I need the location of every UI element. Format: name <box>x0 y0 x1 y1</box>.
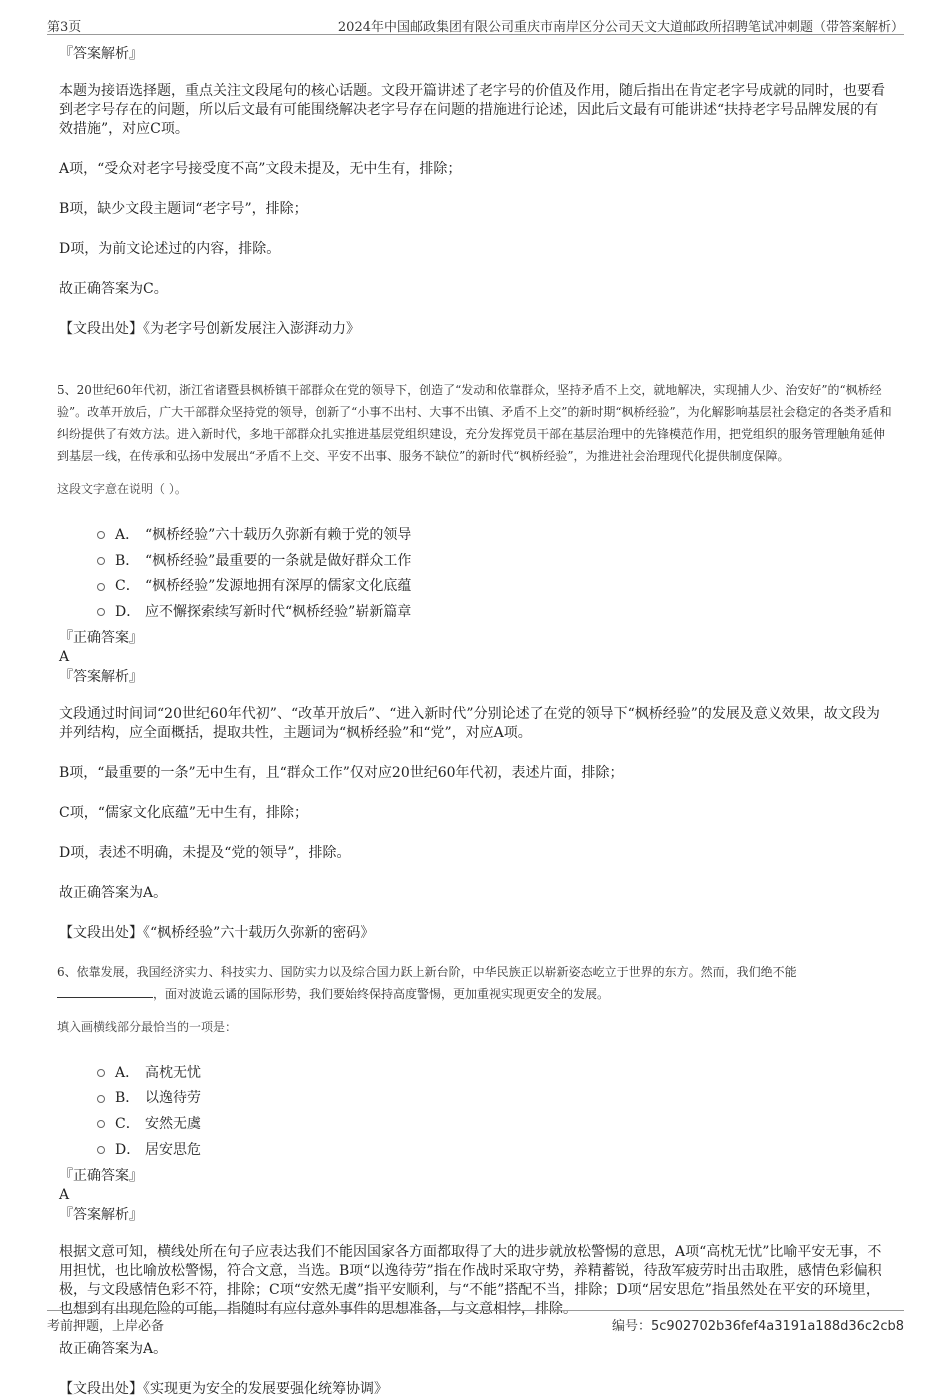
analysis-conclusion: 故正确答案为A。 <box>59 1340 168 1357</box>
option-text: “枫桥经验”发源地拥有深厚的儒家文化底蕴 <box>145 578 412 595</box>
question-text <box>57 961 892 1005</box>
correct-answer-label: 『正确答案』 <box>59 629 143 646</box>
option-key: C． <box>115 1115 140 1132</box>
option-key: B． <box>115 552 140 569</box>
document-code <box>612 1315 904 1334</box>
source-citation: 【文段出处】《“枫桥经验”六十载历久弥新的密码》 <box>59 924 375 941</box>
footer-slogan: 考前押题，上岸必备 <box>47 1319 165 1334</box>
correct-answer-value: A <box>59 648 70 665</box>
options-list <box>97 1059 892 1162</box>
option-key: A． <box>115 1064 140 1081</box>
radio-icon[interactable] <box>97 531 105 539</box>
page-footer <box>47 1310 904 1333</box>
page-header <box>47 12 904 35</box>
correct-answer-label: 『正确答案』 <box>59 1167 143 1184</box>
question-4-tail <box>57 44 892 339</box>
correct-answer-value: A <box>59 1186 70 1203</box>
option-key: B． <box>115 1090 140 1107</box>
source-citation: 【文段出处】《为老字号创新发展注入澎湃动力》 <box>59 321 360 337</box>
radio-icon[interactable] <box>97 1146 105 1154</box>
radio-icon[interactable] <box>97 608 105 616</box>
radio-icon[interactable] <box>97 1095 105 1103</box>
page-number: 第3页 <box>47 20 82 35</box>
option-text: “枫桥经验”六十载历久弥新有赖于党的领导 <box>145 526 412 543</box>
source-citation: 【文段出处】《实现更为安全的发展要强化统筹协调》 <box>59 1380 388 1397</box>
analysis-option-c: C项，“儒家文化底蕴”无中生有，排除； <box>59 804 309 821</box>
analysis-label: 『答案解析』 <box>59 668 143 685</box>
code-value: 5c902702b36fef4a3191a188d36c2cb8 <box>651 1319 904 1334</box>
question-text: 5、20世纪60年代初，浙江省诸暨县枫桥镇干部群众在党的领导下，创造了“发动和依靠群众，坚持矛盾不上交，就地解决，实现捕人少、治安好”的“枫桥经验”。改革开放后，广大干部群众坚持党的领导，创新了“小事不出村、大事不出镇、矛盾不上交”的新时期“枫桥经验”，为化解影响基层社会稳定的各类矛盾和纠纷提供了有效方法。进入新时代，多地干部群众扎实推进基层党组织建设，充分发挥党员干部在基层治理中的先锋模范作用，把党组织的服务管理触角延伸到基层一线，在传承和弘扬中发展出“矛盾不上交、平安不出事、服务不缺位”的新时代“枫桥经验”，为推进社会治理现代化提供制度保障。 <box>57 383 892 463</box>
radio-icon[interactable] <box>97 1120 105 1128</box>
radio-icon[interactable] <box>97 557 105 565</box>
analysis-option-d: D项，为前文论述过的内容，排除。 <box>59 241 281 257</box>
analysis-paragraph: 文段通过时间词“20世纪60年代初”、“改革开放后”、“进入新时代”分别论述了在党的领导下“枫桥经验”的发展及意义效果，故文段为并列结构，应全面概括，提取共性，主题词为“枫桥经验”和“党”，对应A项。 <box>59 705 880 741</box>
option-a[interactable] <box>97 521 892 547</box>
analysis-paragraph: 本题为接语选择题，重点关注文段尾句的核心话题。文段开篇讲述了老字号的价值及作用，随后指出在肯定老字号成就的同时，也要看到老字号存在的问题，所以后文最有可能围绕解决老字号存在问题的措施进行论述，因此后文最有可能讲述“扶持老字号品牌发展的有效措施”，对应C项。 <box>59 83 885 137</box>
option-key: D． <box>115 1141 141 1158</box>
analysis-option-a: A项，“受众对老字号接受度不高”文段未提及，无中生有，排除； <box>59 161 462 177</box>
question-text-after: ，面对波诡云谲的国际形势，我们要始终保持高度警惕，更加重视实现更安全的发展。 <box>153 986 610 1001</box>
option-key: A． <box>115 526 140 543</box>
radio-icon[interactable] <box>97 1069 105 1077</box>
fill-blank <box>57 985 153 998</box>
analysis-paragraph: 根据文意可知，横线处所在句子应表达我们不能因国家各方面都取得了大的进步就放松警惕的意思，A项“高枕无忧”比喻平安无事，不用担忧，也比喻放松警惕，符合文意，当选。B项“以逸待劳”指在作战时采取守势，养精蓄锐，待敌军疲劳时出击取胜，感情色彩偏积极，与文段感情色彩不符，排除；C项“安然无虞”指平安顺利，与“不能”搭配不当，排除；D项“居安思危”指虽然处在平安的环境里，也想到有出现危险的可能，指随时有应付意外事件的思想准备，与文意相悖，排除。 <box>59 1243 882 1317</box>
question-stem: 这段文字意在说明（ ）。 <box>57 482 187 496</box>
option-key: C． <box>115 578 140 595</box>
question-text-before: 6、依靠发展，我国经济实力、科技实力、国防实力以及综合国力跃上新台阶，中华民族正以崭新姿态屹立于世界的东方。然而，我们绝不能 <box>57 964 797 979</box>
option-key: D． <box>115 603 141 620</box>
option-text: 安然无虞 <box>145 1115 201 1132</box>
option-a[interactable] <box>97 1059 892 1085</box>
radio-icon[interactable] <box>97 583 105 591</box>
analysis-label: 『答案解析』 <box>59 46 143 62</box>
option-text: 居安思危 <box>145 1141 201 1158</box>
analysis-conclusion: 故正确答案为C。 <box>59 281 168 297</box>
option-b[interactable] <box>97 547 892 573</box>
code-label: 编号： <box>612 1319 652 1334</box>
analysis-conclusion: 故正确答案为A。 <box>59 884 168 901</box>
option-text: 高枕无忧 <box>145 1064 201 1081</box>
option-text: 应不懈探索续写新时代“枫桥经验”崭新篇章 <box>145 603 412 620</box>
option-b[interactable] <box>97 1084 892 1110</box>
option-d[interactable] <box>97 598 892 624</box>
options-list <box>97 521 892 624</box>
analysis-option-d: D项，表述不明确，未提及“党的领导”，排除。 <box>59 844 351 861</box>
option-d[interactable] <box>97 1136 892 1162</box>
question-5 <box>57 379 892 943</box>
question-stem: 填入画横线部分最恰当的一项是： <box>57 1019 238 1034</box>
analysis-option-b: B项，“最重要的一条”无中生有，且“群众工作”仅对应20世纪60年代初，表述片面，排除； <box>59 764 624 781</box>
option-text: “枫桥经验”最重要的一条就是做好群众工作 <box>145 552 412 569</box>
document-title: 2024年中国邮政集团有限公司重庆市南岸区分公司天文大道邮政所招聘笔试冲刺题（带答案解析） <box>337 20 904 35</box>
analysis-label: 『答案解析』 <box>59 1206 143 1223</box>
option-c[interactable] <box>97 1110 892 1136</box>
analysis-option-b: B项，缺少文段主题词“老字号”，排除； <box>59 201 308 217</box>
option-c[interactable] <box>97 572 892 598</box>
option-text: 以逸待劳 <box>145 1090 201 1107</box>
main-content <box>57 44 892 1399</box>
